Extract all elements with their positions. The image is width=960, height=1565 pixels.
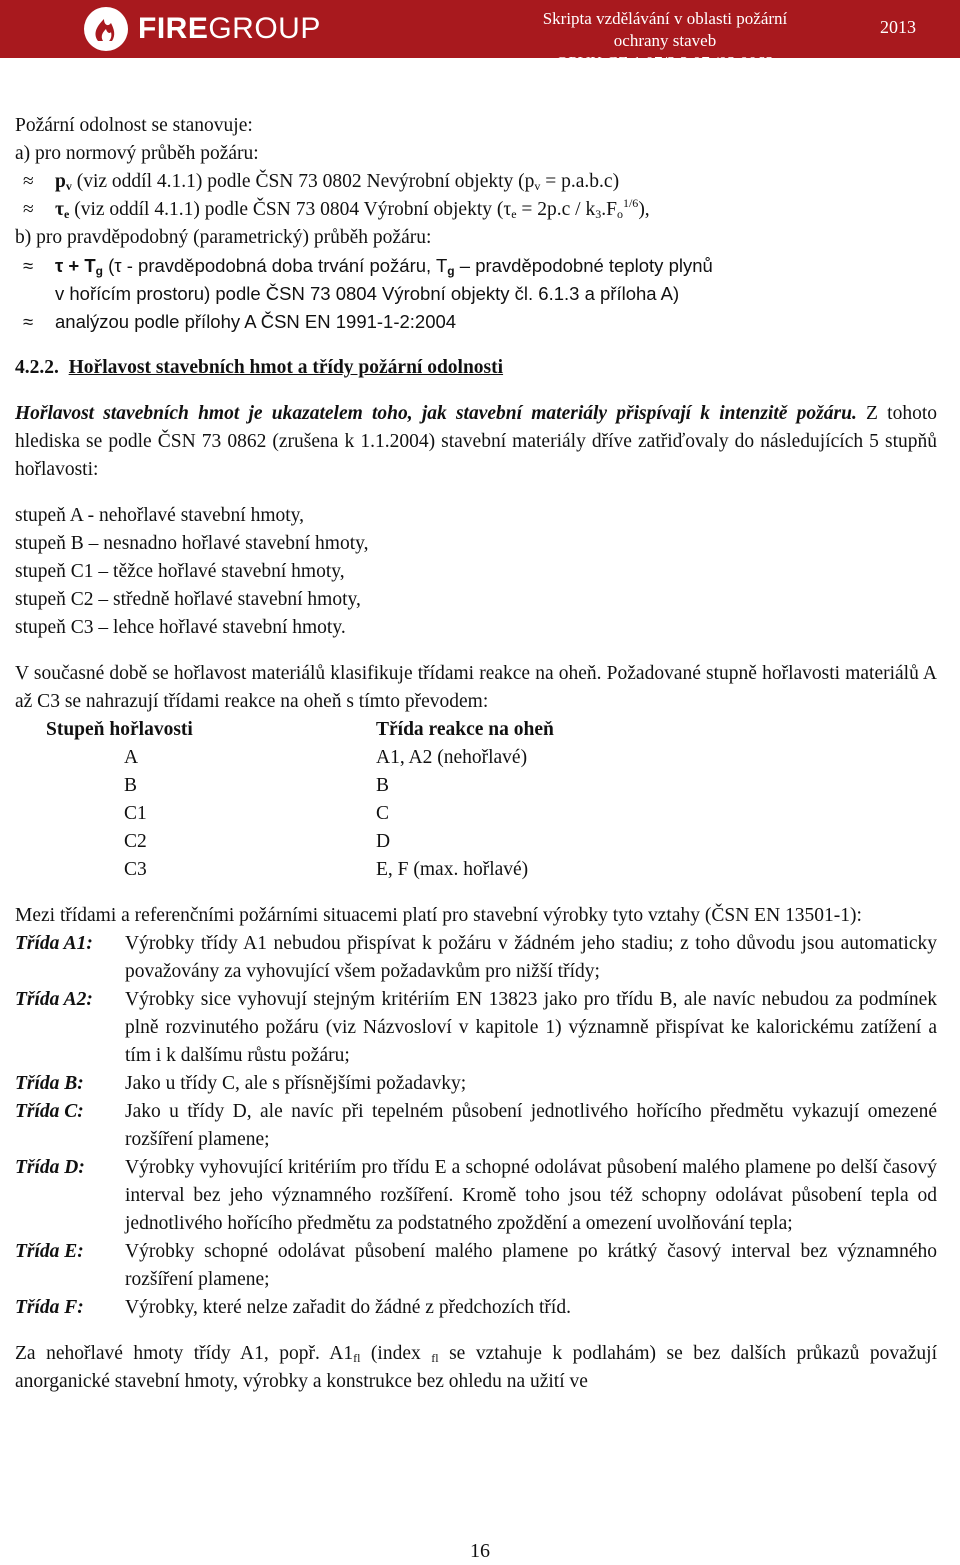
classes-intro: Mezi třídami a referenčními požárními situacemi platí pro stavební výrobky tyto vztahy (ČSN EN 13501-1): <box>15 905 862 926</box>
grade-list <box>15 502 937 642</box>
list-item: stupeň A - nehořlavé stavební hmoty, <box>15 505 305 526</box>
section-lead: Hořlavost stavebních hmot je ukazatelem toho, jak stavební materiály přispívají k intenzitě požáru. Z tohoto hlediska se podle ČSN 73 0862 (zrušena k 1.1.2004) stavební materiály dříve zatřiďovaly do následujících 5 stupňů hořlavosti: <box>15 403 937 480</box>
column-header: Třída reakce na oheň <box>376 719 554 740</box>
grade-class-table <box>46 716 554 884</box>
approx-bullet-icon: ≈ <box>23 171 34 192</box>
page-number: 16 <box>470 1540 490 1562</box>
list-item: ≈ $\tau_e$ (viz oddíl 4.1.1) podle ČSN 73 0804 Výrobní objekty $(\tau_e = 2p.c / k_3.F_o^{1/6})$, <box>15 196 937 224</box>
table-row: C3 E, F (max. hořlavé) <box>124 859 529 880</box>
intro-b-label: b) pro pravděpodobný (parametrický) průběh požáru: <box>15 227 432 248</box>
table-row: A A1, A2 (nehořlavé) <box>124 747 528 768</box>
list-item: stupeň C1 – těžce hořlavé stavební hmoty, <box>15 561 345 582</box>
list-item: ≈ analýzou podle přílohy A ČSN EN 1991-1-2:2004 <box>15 308 937 336</box>
approx-bullet-icon: ≈ <box>23 255 34 276</box>
logo-wordmark: FIREGROUP <box>138 12 321 45</box>
class-item: Třída A1: Výrobky třídy A1 nebudou přispívat k požáru v žádném jeho stadiu; z toho důvodu jsou automaticky považovány za vyhovující všem požadavkům pro nižší třídy; <box>15 933 937 982</box>
page-header <box>0 0 960 72</box>
intro-lead: Požární odolnost se stanovuje: <box>15 115 253 136</box>
column-header: Stupeň hořlavosti <box>46 719 193 740</box>
class-item: Třída E: Výrobky schopné odolávat působení malého plamene po krátký časový interval bez významného rozšíření plamene; <box>15 1241 937 1290</box>
approx-bullet-icon: ≈ <box>23 199 34 220</box>
table-row: C1 C <box>124 803 390 824</box>
section-heading: 4.2.2. Hořlavost stavebních hmot a třídy požární odolnosti <box>15 357 504 378</box>
table-header-row <box>46 716 554 744</box>
table-row: C2 D <box>124 831 391 852</box>
approx-bullet-icon: ≈ <box>23 311 34 332</box>
list-item: ≈ $\tau + T_g$ (τ - pravděpodobná doba trvání požáru, $T_g$ – pravděpodobné teploty plynů v hořícím prostoru) podle ČSN 73 0804 Výrobní objekty čl. 6.1.3 a příloha A) <box>15 252 937 308</box>
intro-a-label: a) pro normový průběh požáru: <box>15 143 259 164</box>
list-item: ≈ $p_v$ (viz oddíl 4.1.1) podle ČSN 73 0802 Nevýrobní objekty $(p_v = p.a.b.c)$ <box>15 168 937 196</box>
class-list <box>15 930 937 1322</box>
list-item: stupeň C3 – lehce hořlavé stavební hmoty. <box>15 617 346 638</box>
class-item: Třída A2: Výrobky sice vyhovují stejným kritériím EN 13823 jako pro třídu B, ale navíc nebudou za podmínek plně rozvinutého požáru (viz Názvosloví v kapitole 1) významně přispívat ke kalorickému zatížení a tím i k dalšímu růstu požáru; <box>15 989 937 1066</box>
header-year: 2013 <box>880 17 916 37</box>
current-classification: V současné době se hořlavost materiálů klasifikuje třídami reakce na oheň. Požadované stupně hořlavosti materiálů A až C3 se nahrazují třídami reakce na oheň s tímto převodem: <box>15 663 937 712</box>
document-body <box>15 112 937 1396</box>
list-item: stupeň B – nesnadno hořlavé stavební hmoty, <box>15 533 369 554</box>
closing-paragraph: Za nehořlavé hmoty třídy A1, popř. $A1_{fl}$ (index $_{fl}$ se vztahuje k podlahám) se bez dalších průkazů považují anorganické stavební hmoty, výrobky a konstrukce bez ohledu na užití ve <box>15 1343 937 1392</box>
table-row: B B <box>124 775 390 796</box>
class-item: Třída C: Jako u třídy D, ale navíc při tepelném působení jednotlivého hořícího předmětu vykazují omezené rozšíření plamene; <box>15 1101 937 1150</box>
list-item: stupeň C2 – středně hořlavé stavební hmoty, <box>15 589 361 610</box>
class-item: Třída F: Výrobky, které nelze zařadit do žádné z předchozích tříd. <box>15 1297 571 1318</box>
header-title: Skripta vzdělávání v oblasti požární ochrany staveb OPVK CZ.1.07/3.2.07 /03.0062 <box>542 9 788 72</box>
class-item: Třída B: Jako u třídy C, ale s přísnějšími požadavky; <box>15 1073 467 1094</box>
flame-icon <box>84 7 128 51</box>
class-item: Třída D: Výrobky vyhovující kritériím pro třídu E a schopné odolávat působení malého plamene po delší časový interval bez jeho významného rozšíření. Kromě toho jsou též schopny odolávat působení tepla od jednotlivého hořícího předmětu za podstatného zpoždění a omezení uvolňování tepla; <box>15 1157 937 1234</box>
